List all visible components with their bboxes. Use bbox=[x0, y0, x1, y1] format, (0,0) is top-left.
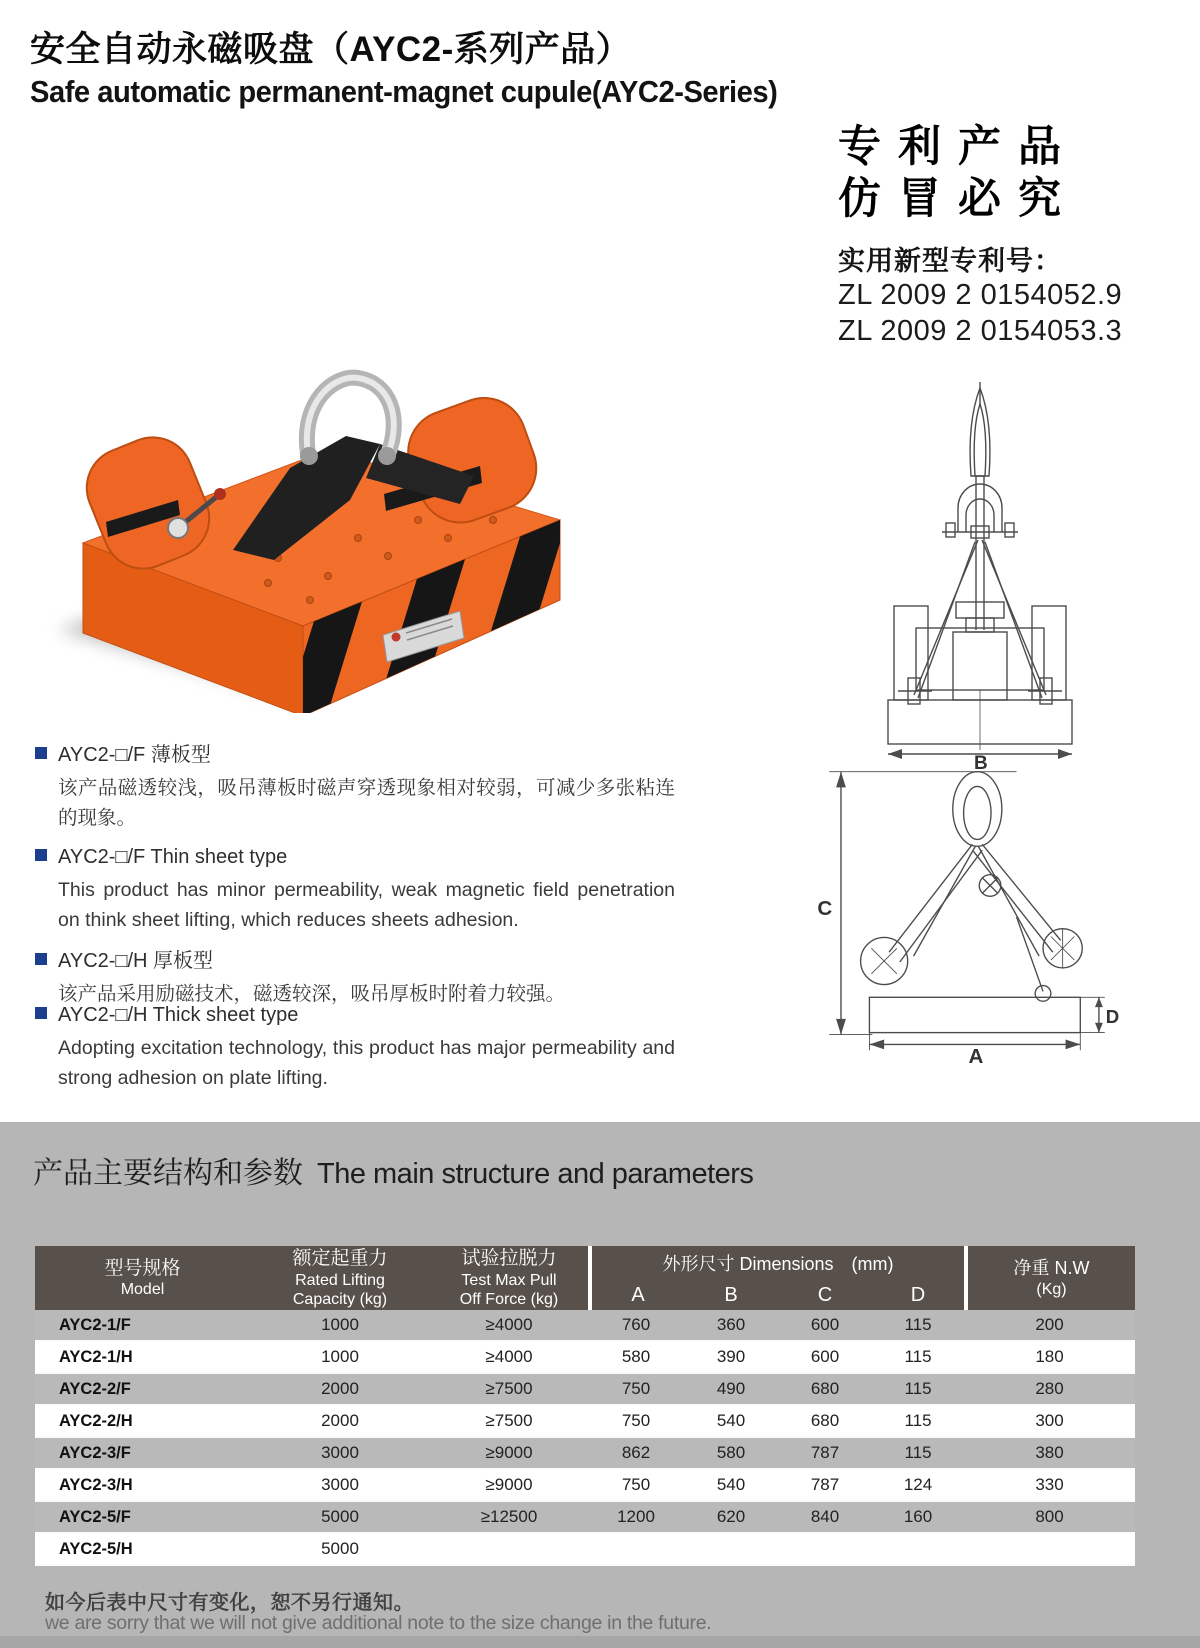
cell-net-weight: 330 bbox=[964, 1470, 1135, 1502]
feature-heading bbox=[35, 944, 675, 973]
feature-body: This product has minor permeability, weak magnetic field penetration on think sheet lifting, which reduces sheets adhesion. bbox=[58, 879, 675, 932]
col-header-model-en: Model bbox=[120, 1281, 165, 1299]
lever-hub bbox=[168, 518, 188, 538]
feature-heading-text: AYC2-□/F Thin sheet type bbox=[58, 846, 288, 868]
cell-net-weight: 800 bbox=[964, 1502, 1135, 1534]
cell-rated: 3000 bbox=[250, 1438, 430, 1470]
technical-drawing-side-view bbox=[815, 758, 1120, 1064]
table-row bbox=[35, 1470, 1135, 1502]
cell-dim-c bbox=[778, 1534, 872, 1566]
cell-test: ≥12500 bbox=[430, 1502, 588, 1534]
cell-test: ≥7500 bbox=[430, 1374, 588, 1406]
cell-dim-b: 390 bbox=[684, 1342, 778, 1374]
cell-model: AYC2-5/H bbox=[35, 1534, 250, 1566]
feature-thick-sheet-cn bbox=[35, 944, 675, 1009]
cell-dim-a: 580 bbox=[588, 1342, 684, 1374]
col-header-model-cn: 型号规格 bbox=[104, 1257, 181, 1279]
cell-dim-a: 862 bbox=[588, 1438, 684, 1470]
cell-test: ≥7500 bbox=[430, 1406, 588, 1438]
shackle-pin-right bbox=[378, 447, 396, 465]
cell-dim-b: 620 bbox=[684, 1502, 778, 1534]
cell-dim-a: 760 bbox=[588, 1310, 684, 1342]
col-header-dimensions-group: 外形尺寸 Dimensions (mm) bbox=[588, 1246, 964, 1280]
feature-heading bbox=[35, 1004, 675, 1027]
cell-rated: 5000 bbox=[250, 1502, 430, 1534]
feature-thick-sheet-en bbox=[35, 1004, 675, 1093]
col-header-test-cn: 试验拉脱力 bbox=[461, 1247, 557, 1269]
patent-number-label: 实用新型专利号： bbox=[838, 246, 1062, 277]
cell-dim-b: 540 bbox=[684, 1470, 778, 1502]
cell-dim-d: 160 bbox=[872, 1502, 964, 1534]
cell-dim-a bbox=[588, 1534, 684, 1566]
cell-dim-a: 750 bbox=[588, 1374, 684, 1406]
table-row bbox=[35, 1502, 1135, 1534]
feature-body: 该产品采用励磁技术，磁透较深，吸吊厚板时附着力较强。 bbox=[58, 983, 566, 1005]
feature-thin-sheet-cn bbox=[35, 738, 675, 833]
table-row bbox=[35, 1310, 1135, 1342]
shackle-pin-left bbox=[300, 447, 318, 465]
patent-slogan-line2: 仿冒必究 bbox=[838, 173, 1078, 224]
footer-note-en: we are sorry that we will not give additional note to the size change in the future. bbox=[45, 1612, 712, 1634]
dim-label-d: D bbox=[1105, 1005, 1120, 1027]
table-row bbox=[35, 1342, 1135, 1374]
cell-net-weight bbox=[964, 1534, 1135, 1566]
square-bullet-icon bbox=[35, 849, 47, 861]
col-header-rated-en1: Rated Lifting bbox=[295, 1271, 385, 1289]
cell-net-weight: 380 bbox=[964, 1438, 1135, 1470]
section-title-cn: 产品主要结构和参数 bbox=[33, 1157, 303, 1190]
dim-c-arrow-bottom bbox=[836, 1019, 846, 1035]
cell-rated: 2000 bbox=[250, 1406, 430, 1438]
feature-heading bbox=[35, 846, 675, 869]
dim-d-arrow-bottom bbox=[1095, 1023, 1103, 1033]
dim-label-a: A bbox=[968, 1045, 984, 1064]
col-header-dim-a: A bbox=[588, 1280, 684, 1310]
section-title bbox=[33, 1148, 753, 1192]
cell-rated: 3000 bbox=[250, 1470, 430, 1502]
patent-number-2: ZL 2009 2 0154053.3 bbox=[838, 314, 1123, 347]
cell-dim-a: 750 bbox=[588, 1470, 684, 1502]
dim-d-arrow-top bbox=[1095, 997, 1103, 1007]
cell-model: AYC2-5/F bbox=[35, 1502, 250, 1534]
cell-model: AYC2-3/F bbox=[35, 1438, 250, 1470]
product-photo-magnet-lifter bbox=[28, 238, 593, 713]
footer-note-cn: 如今后表中尺寸有变化，恕不另行通知。 bbox=[45, 1592, 414, 1614]
patent-number-1: ZL 2009 2 0154052.9 bbox=[838, 279, 1123, 312]
lever-knob bbox=[214, 488, 226, 500]
col-header-model bbox=[35, 1246, 250, 1310]
cell-net-weight: 280 bbox=[964, 1374, 1135, 1406]
feature-heading-text: AYC2-□/H Thick sheet type bbox=[58, 1004, 299, 1026]
table-row bbox=[35, 1438, 1135, 1470]
dim-label-b: B bbox=[974, 753, 988, 770]
square-bullet-icon bbox=[35, 1007, 47, 1019]
cell-net-weight: 300 bbox=[964, 1406, 1135, 1438]
nameplate-logo bbox=[392, 633, 401, 642]
cell-net-weight: 200 bbox=[964, 1310, 1135, 1342]
cell-dim-d: 124 bbox=[872, 1470, 964, 1502]
cell-dim-b: 360 bbox=[684, 1310, 778, 1342]
cell-model: AYC2-2/H bbox=[35, 1406, 250, 1438]
col-header-nw-line2: (Kg) bbox=[1036, 1280, 1067, 1298]
feature-thin-sheet-en bbox=[35, 846, 675, 935]
cell-dim-c: 787 bbox=[778, 1438, 872, 1470]
col-header-dim-c: C bbox=[778, 1280, 872, 1310]
table-row bbox=[35, 1374, 1135, 1406]
cell-dim-c: 680 bbox=[778, 1374, 872, 1406]
cell-dim-c: 840 bbox=[778, 1502, 872, 1534]
cell-rated: 1000 bbox=[250, 1342, 430, 1374]
cell-dim-d: 115 bbox=[872, 1438, 964, 1470]
cell-net-weight: 180 bbox=[964, 1342, 1135, 1374]
square-bullet-icon bbox=[35, 747, 47, 759]
cell-dim-a: 750 bbox=[588, 1406, 684, 1438]
col-header-rated-cn: 额定起重力 bbox=[292, 1247, 388, 1269]
cell-dim-a: 1200 bbox=[588, 1502, 684, 1534]
cell-test: ≥4000 bbox=[430, 1342, 588, 1374]
cell-dim-c: 600 bbox=[778, 1310, 872, 1342]
square-bullet-icon bbox=[35, 953, 47, 965]
col-header-dim-d: D bbox=[872, 1280, 964, 1310]
cell-dim-c: 680 bbox=[778, 1406, 872, 1438]
cell-dim-d bbox=[872, 1534, 964, 1566]
col-header-test-en1: Test Max Pull bbox=[461, 1271, 557, 1289]
cell-model: AYC2-1/H bbox=[35, 1342, 250, 1374]
patent-block bbox=[838, 122, 1188, 349]
feature-heading bbox=[35, 738, 675, 767]
feature-heading-text: AYC2-□/F 薄板型 bbox=[58, 744, 211, 766]
feature-heading-text: AYC2-□/H 厚板型 bbox=[58, 950, 214, 972]
cell-dim-d: 115 bbox=[872, 1406, 964, 1438]
section-title-en: The main structure and parameters bbox=[317, 1158, 754, 1190]
cell-dim-d: 115 bbox=[872, 1310, 964, 1342]
cell-model: AYC2-2/F bbox=[35, 1374, 250, 1406]
bottom-edge-strip bbox=[0, 1636, 1200, 1648]
cell-dim-b bbox=[684, 1534, 778, 1566]
dim-a-arrow-left bbox=[869, 1039, 884, 1049]
page-title-english: Safe automatic permanent-magnet cupule(AYC2-Series) bbox=[30, 74, 778, 109]
col-header-nw-line1: 净重 N.W bbox=[1013, 1258, 1090, 1279]
cell-model: AYC2-3/H bbox=[35, 1470, 250, 1502]
cell-dim-b: 490 bbox=[684, 1374, 778, 1406]
cell-dim-d: 115 bbox=[872, 1374, 964, 1406]
cell-test: ≥9000 bbox=[430, 1438, 588, 1470]
technical-drawing-front-view bbox=[852, 380, 1108, 770]
col-header-net-weight bbox=[964, 1246, 1135, 1310]
col-header-dim-b: B bbox=[684, 1280, 778, 1310]
cell-dim-b: 540 bbox=[684, 1406, 778, 1438]
cell-model: AYC2-1/F bbox=[35, 1310, 250, 1342]
cell-rated: 1000 bbox=[250, 1310, 430, 1342]
table-row bbox=[35, 1406, 1135, 1438]
parameters-table bbox=[35, 1246, 1135, 1566]
cell-test bbox=[430, 1534, 588, 1566]
cell-dim-b: 580 bbox=[684, 1438, 778, 1470]
cell-dim-d: 115 bbox=[872, 1342, 964, 1374]
dim-label-c: C bbox=[817, 896, 833, 920]
cell-test: ≥4000 bbox=[430, 1310, 588, 1342]
patent-slogan-line1: 专利产品 bbox=[838, 122, 1078, 172]
table-row bbox=[35, 1534, 1135, 1566]
cell-test: ≥9000 bbox=[430, 1470, 588, 1502]
feature-body: 该产品磁透较浅，吸吊薄板时磁声穿透现象相对较弱，可减少多张粘连的现象。 bbox=[58, 777, 675, 830]
cell-dim-c: 787 bbox=[778, 1470, 872, 1502]
cell-rated: 5000 bbox=[250, 1534, 430, 1566]
dim-a-arrow-right bbox=[1066, 1039, 1081, 1049]
cell-rated: 2000 bbox=[250, 1374, 430, 1406]
col-header-test bbox=[430, 1246, 588, 1310]
feature-body: Adopting excitation technology, this product has major permeability and strong adhesion on plate lifting. bbox=[58, 1037, 675, 1090]
col-header-rated-en2: Capacity (kg) bbox=[292, 1290, 388, 1308]
dim-c-arrow-top bbox=[836, 772, 846, 788]
col-header-rated bbox=[250, 1246, 430, 1310]
page-title-chinese: 安全自动永磁吸盘（AYC2-系列产品） bbox=[30, 30, 632, 69]
cell-dim-c: 600 bbox=[778, 1342, 872, 1374]
col-header-test-en2: Off Force (kg) bbox=[459, 1290, 559, 1308]
